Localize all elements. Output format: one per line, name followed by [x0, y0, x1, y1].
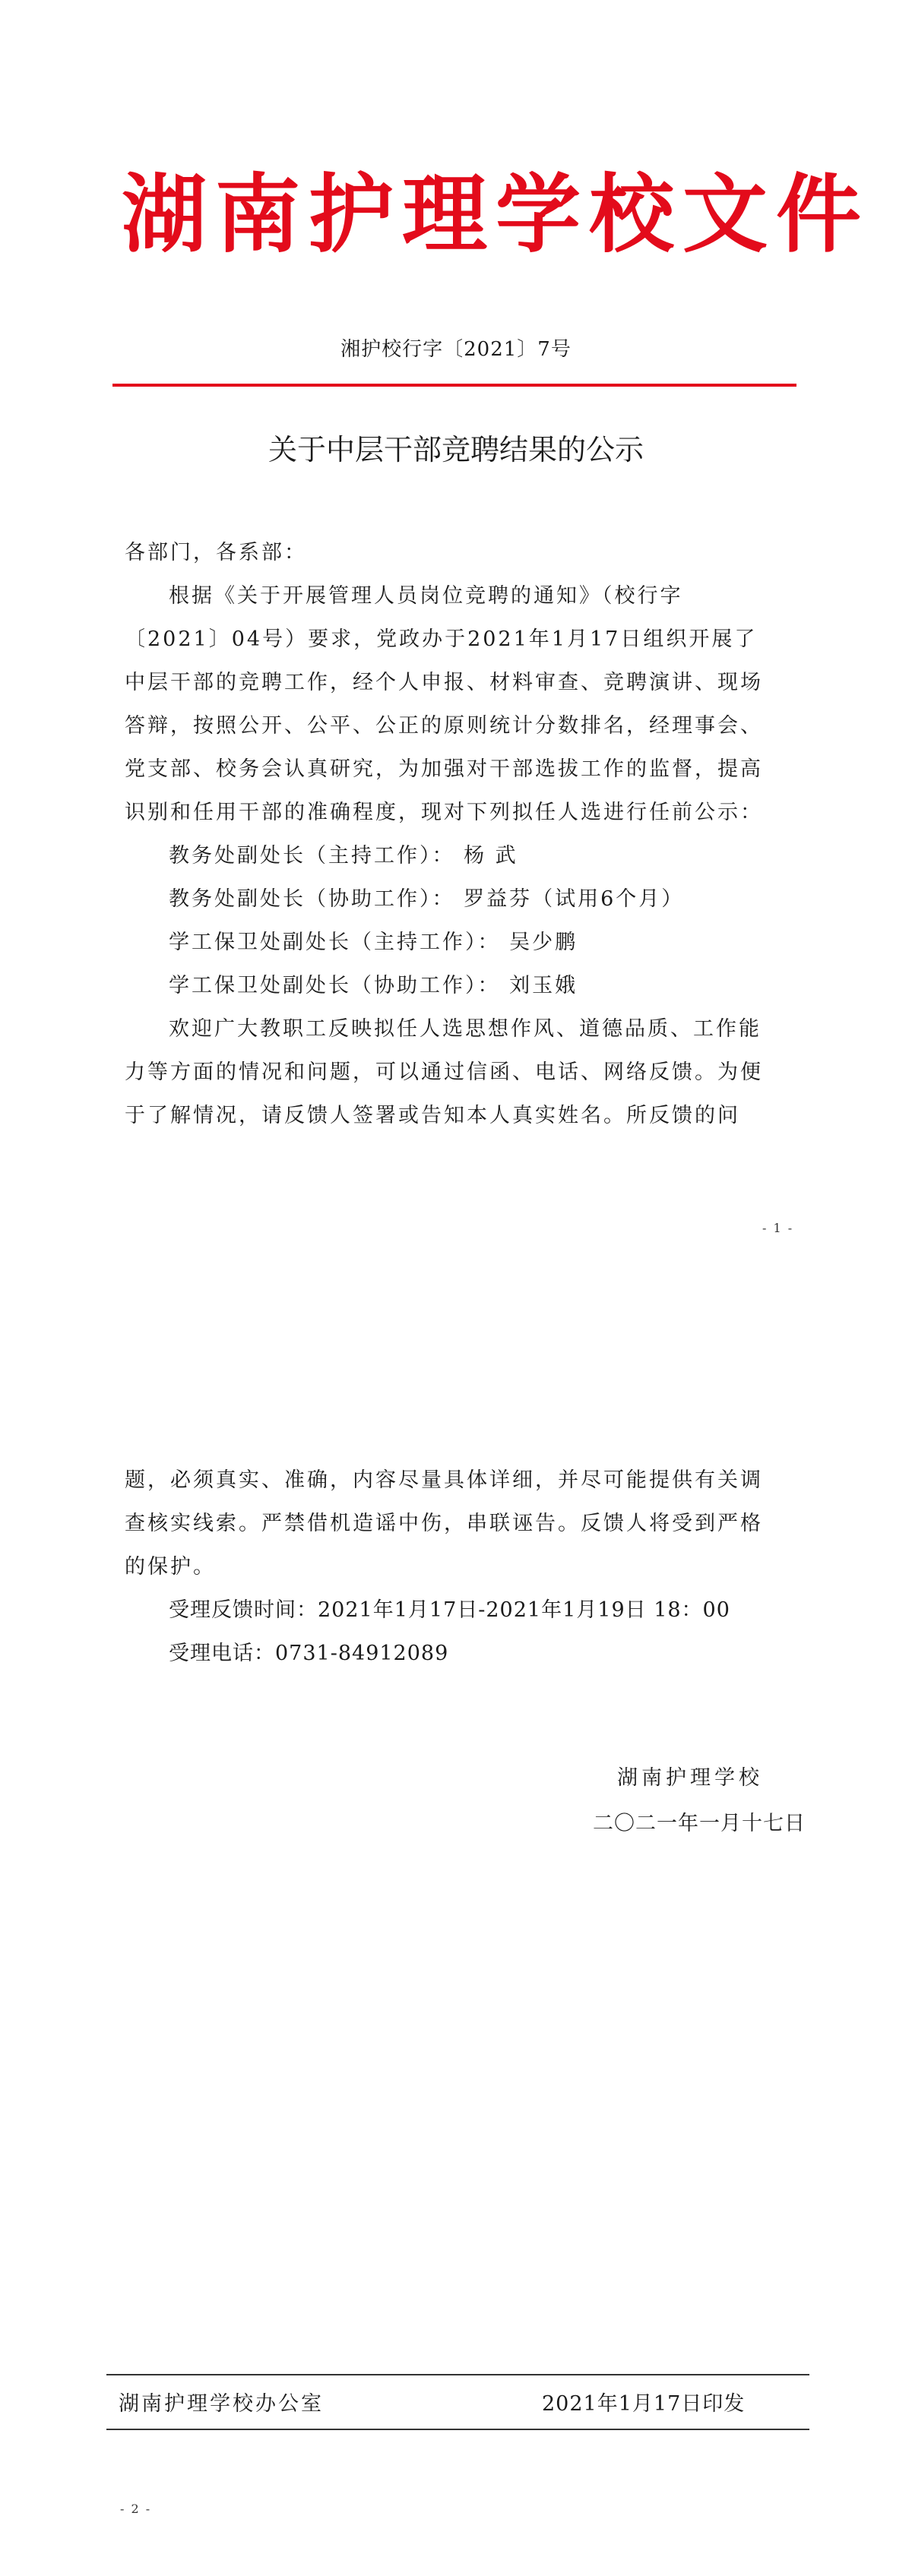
body-line: 的保护。: [125, 1555, 216, 1579]
appointment-line: 教务处副处长（主持工作）： 杨 武: [169, 844, 518, 868]
feedback-line: 于了解情况，请反馈人签署或告知本人真实姓名。所反馈的问: [125, 1104, 740, 1127]
document-header-title: 湖南护理学校文件: [122, 165, 869, 264]
red-divider: [112, 384, 796, 387]
feedback-phone: 受理电话：0731-84912089: [169, 1642, 449, 1665]
signature-org: 湖南护理学校: [617, 1766, 763, 1790]
salutation: 各部门，各系部：: [125, 541, 307, 564]
body-line: 根据《关于开展管理人员岗位竞聘的通知》（校行字: [169, 584, 683, 608]
feedback-line: 力等方面的情况和问题，可以通过信函、电话、网络反馈。为便: [125, 1060, 763, 1084]
body-line: 党支部、校务会认真研究，为加强对干部选拔工作的监督，提高: [125, 757, 763, 781]
footer-issuer: 湖南护理学校办公室: [119, 2392, 324, 2416]
appointment-line: 学工保卫处副处长（协助工作）： 刘玉娥: [169, 974, 578, 997]
appointment-line: 学工保卫处副处长（主持工作）： 吴少鹏: [169, 931, 578, 954]
appointment-line: 教务处副处长（协助工作）： 罗益芬（试用6个月）: [169, 887, 685, 911]
body-line: 查核实线索。严禁借机造谣中伤，串联诬告。反馈人将受到严格: [125, 1512, 763, 1535]
footer-bottom-rule: [106, 2429, 809, 2430]
footer-print-date: 2021年1月17日印发: [542, 2392, 746, 2416]
body-line: 〔2021〕04号）要求，党政办于2021年1月17日组织开展了: [125, 627, 758, 651]
body-line: 答辩，按照公开、公平、公正的原则统计分数排名，经理事会、: [125, 714, 763, 738]
feedback-line: 欢迎广大教职工反映拟任人选思想作风、道德品质、工作能: [169, 1017, 762, 1041]
signature-date: 二〇二一年一月十七日: [593, 1812, 806, 1835]
page-number: - 2 -: [120, 2502, 152, 2516]
document-number: 湘护校行字〔2021〕7号: [340, 338, 572, 361]
footer-top-rule: [106, 2374, 809, 2375]
body-line: 中层干部的竞聘工作，经个人申报、材料审查、竞聘演讲、现场: [125, 671, 763, 694]
feedback-time: 受理反馈时间：2021年1月17日-2021年1月19日 18：00: [169, 1598, 730, 1622]
notice-title: 关于中层干部竞聘结果的公示: [268, 433, 644, 466]
body-line: 识别和任用干部的准确程度，现对下列拟任人选进行任前公示：: [125, 801, 763, 824]
body-line: 题，必须真实、准确，内容尽量具体详细，并尽可能提供有关调: [125, 1468, 763, 1492]
page-number: - 1 -: [762, 1221, 794, 1235]
